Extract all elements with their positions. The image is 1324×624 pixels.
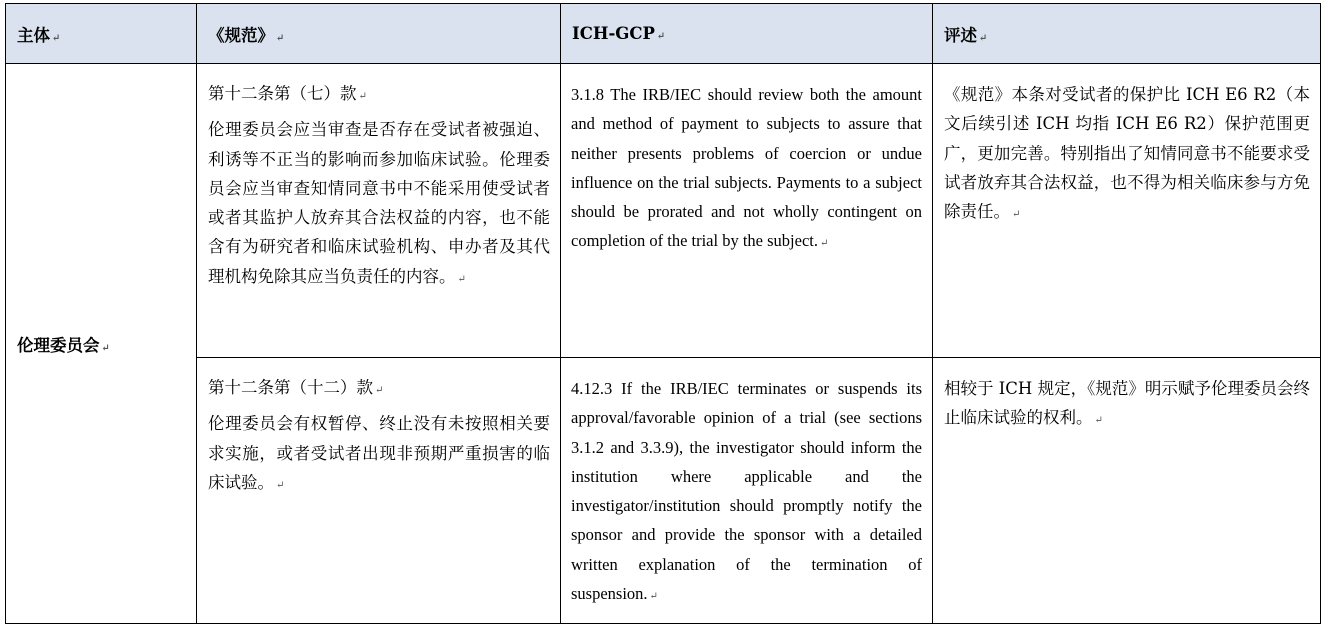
header-ich: ICH-GCP ↵	[561, 4, 933, 64]
paragraph-mark-icon: ↵	[656, 31, 666, 42]
ich-text: 3.1.8 The IRB/IEC should review both the amount and method of payment to subjects to assure that neither presents problems of coercion or undue influence on the trial subjects. Payments to a subject should be prorated and not wholly contingent on completion of the trial by the subject. ↵	[571, 85, 922, 251]
header-norm: 《规范》 ↵	[197, 4, 561, 64]
article-number: 第十二条第（七）款 ↵	[208, 84, 367, 103]
ich-cell	[561, 64, 933, 358]
norm-cell	[197, 64, 561, 358]
table-row	[6, 64, 1321, 358]
ich-text: 4.12.3 If the IRB/IEC terminates or suspends its approval/favorable opinion of a trial (see sections 3.1.2 and 3.3.9), the investigator should inform the institution where applicable and the investigator/institution should promptly notify the sponsor and provide the sponsor with a detailed written explanation of the termination of suspension. ↵	[571, 379, 922, 604]
paragraph-mark-icon: ↵	[649, 591, 658, 603]
paragraph-mark-icon: ↵	[979, 32, 988, 44]
paragraph-mark-icon: ↵	[276, 32, 285, 44]
paragraph-mark-icon: ↵	[375, 385, 384, 396]
paragraph-mark-icon: ↵	[52, 32, 61, 44]
comment-text: 《规范》本条对受试者的保护比 ICH E6 R2（本文后续引述 ICH 均指 ICH E6 R2）保护范围更广，更加完善。特别指出了知情同意书不能要求受试者放弃其合法权益，也不得为相关临床参与方免除责任。 ↵	[944, 85, 1310, 222]
comment-text: 相较于 ICH 规定，《规范》明示赋予伦理委员会终止临床试验的权利。 ↵	[944, 379, 1310, 428]
paragraph-mark-icon: ↵	[1012, 209, 1021, 221]
header-row	[6, 4, 1321, 64]
subject-cell: 伦理委员会 ↵	[6, 64, 197, 624]
comment-cell	[933, 358, 1321, 624]
table-row	[6, 358, 1321, 624]
paragraph-mark-icon: ↵	[276, 479, 285, 491]
paragraph-mark-icon: ↵	[819, 238, 829, 250]
paragraph-mark-icon: ↵	[358, 91, 367, 102]
comparison-table	[5, 3, 1321, 624]
header-comment: 评述 ↵	[933, 4, 1321, 64]
norm-cell	[197, 358, 561, 624]
paragraph-mark-icon: ↵	[457, 273, 466, 285]
paragraph-mark-icon: ↵	[101, 342, 110, 354]
comment-cell	[933, 64, 1321, 358]
article-number: 第十二条第（十二）款 ↵	[208, 378, 384, 397]
header-subject: 主体 ↵	[6, 4, 197, 64]
norm-text: 伦理委员会应当审查是否存在受试者被强迫、利诱等不正当的影响而参加临床试验。伦理委员会应当审查知情同意书中不能采用使受试者或者其监护人放弃其合法权益的内容，也不能含有为研究者和临床试验机构、申办者及其代理机构免除其应当负责任的内容。 ↵	[208, 120, 550, 286]
paragraph-mark-icon: ↵	[1094, 415, 1103, 427]
ich-cell	[561, 358, 933, 624]
norm-text: 伦理委员会有权暂停、终止没有未按照相关要求实施，或者受试者出现非预期严重损害的临床试验。 ↵	[208, 414, 550, 492]
